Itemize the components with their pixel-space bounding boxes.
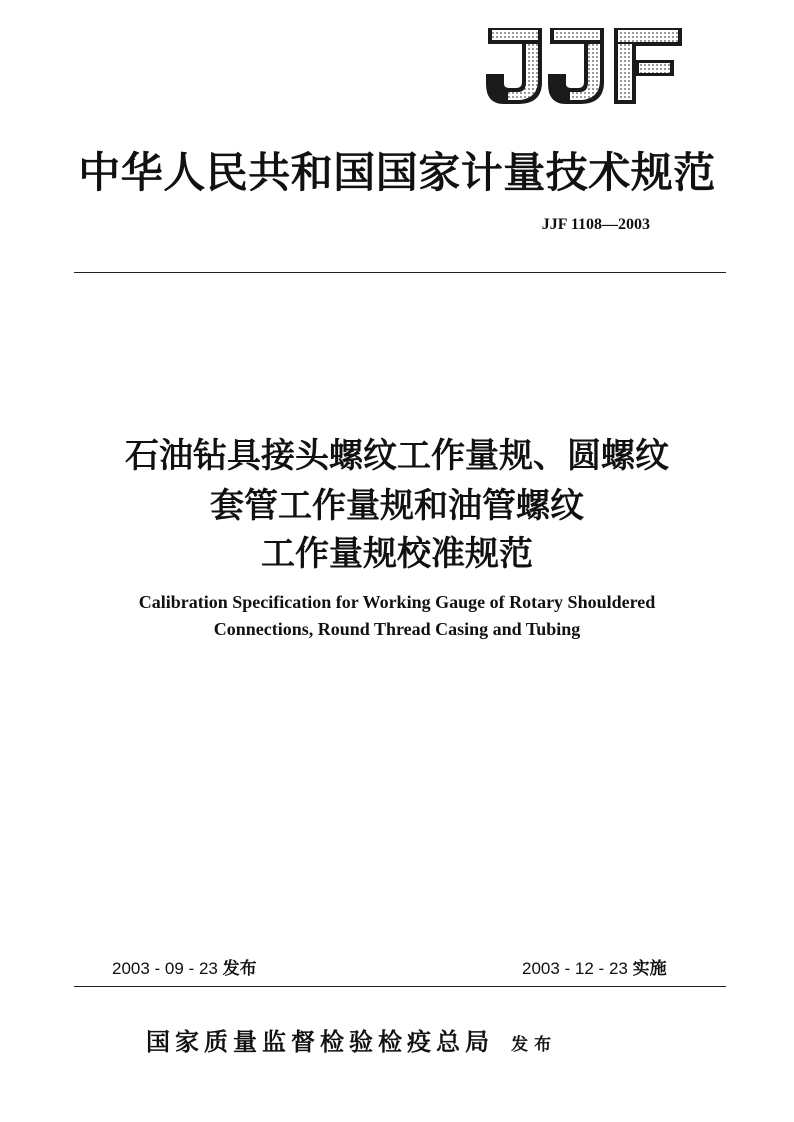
header-divider — [74, 272, 726, 273]
jjf-logo-graphic — [484, 24, 684, 110]
logo-letter-j2 — [548, 28, 604, 104]
publisher-action: 发布 — [511, 1035, 558, 1055]
chinese-title-line-1: 石油钻具接头螺纹工作量规、圆螺纹 — [125, 436, 669, 476]
implementation-date-value: 2003 - 12 - 23 — [522, 959, 628, 978]
national-standard-title: 中华人民共和国国家计量技术规范 — [78, 148, 716, 197]
issue-date — [112, 954, 257, 979]
implementation-date-label: 实施 — [632, 959, 667, 979]
standard-code: JJF 1108—2003 — [541, 216, 650, 233]
issue-date-label: 发布 — [222, 959, 257, 979]
chinese-title-line-3: 工作量规校准规范 — [261, 534, 533, 574]
jjf-logo — [484, 24, 684, 110]
implementation-date — [522, 954, 667, 979]
chinese-title-line-2: 套管工作量规和油管螺纹 — [210, 486, 584, 526]
english-title-line-1: Calibration Specification for Working Gauge of Rotary Shouldered — [138, 592, 656, 612]
footer-divider — [74, 986, 726, 987]
issue-date-value: 2003 - 09 - 23 — [112, 959, 218, 978]
logo-letter-j1 — [486, 28, 542, 104]
publisher — [146, 1022, 557, 1057]
publisher-organization: 国家质量监督检验检疫总局 — [146, 1027, 494, 1056]
logo-letter-f — [614, 28, 682, 104]
english-title-line-2: Connections, Round Thread Casing and Tubing — [213, 619, 581, 639]
